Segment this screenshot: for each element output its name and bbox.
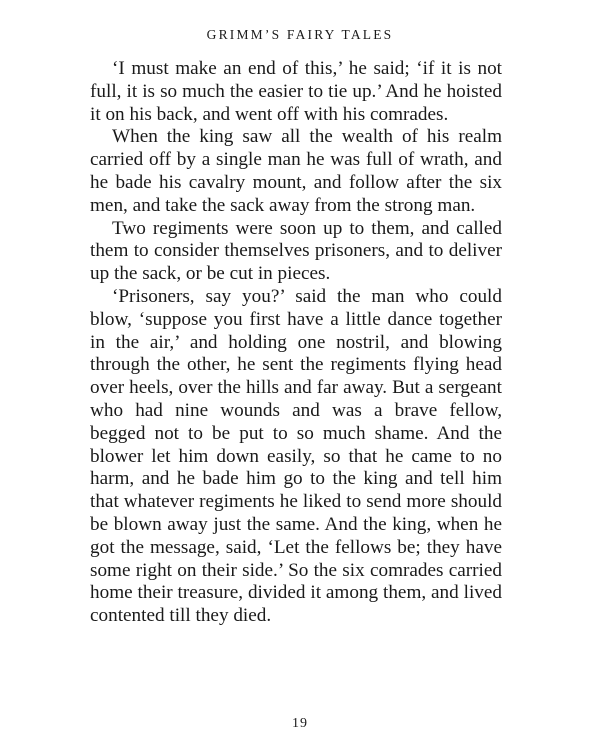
paragraph: When the king saw all the wealth of his realm carried off by a single man he was full of wrath, and he bade his cavalry mount, and follow after the six men, and take the sack away from the strong man. bbox=[90, 126, 502, 216]
page-number: 19 bbox=[292, 716, 308, 731]
body-text bbox=[90, 58, 502, 628]
running-head: GRIMM’S FAIRY TALES bbox=[206, 27, 394, 42]
paragraph: ‘Prisoners, say you?’ said the man who could blow, ‘suppose you first have a little dance together in the air,’ and holding one nostril, and blowing through the other, he sent the regiments flying head over heels, over the hills and far away. But a sergeant who had nine wounds and was a brave fellow, begged not to be put to so much shame. And the blower let him down easily, so that he came to no harm, and he bade him go to the king and tell him that whatever regiments he liked to send more should be blown away just the same. And the king, when he got the message, said, ‘Let the fellows be; they have some right on their side.’ So the six comrades carried home their treasure, divided it among them, and lived contented till they died. bbox=[90, 285, 502, 627]
paragraph: Two regiments were soon up to them, and called them to consider themselves prisoners, and to deliver up the sack, or be cut in pieces. bbox=[90, 217, 502, 285]
paragraph: ‘I must make an end of this,’ he said; ‘if it is not full, it is so much the easier to tie up.’ And he hoisted it on his back, and went off with his comrades. bbox=[90, 58, 502, 125]
